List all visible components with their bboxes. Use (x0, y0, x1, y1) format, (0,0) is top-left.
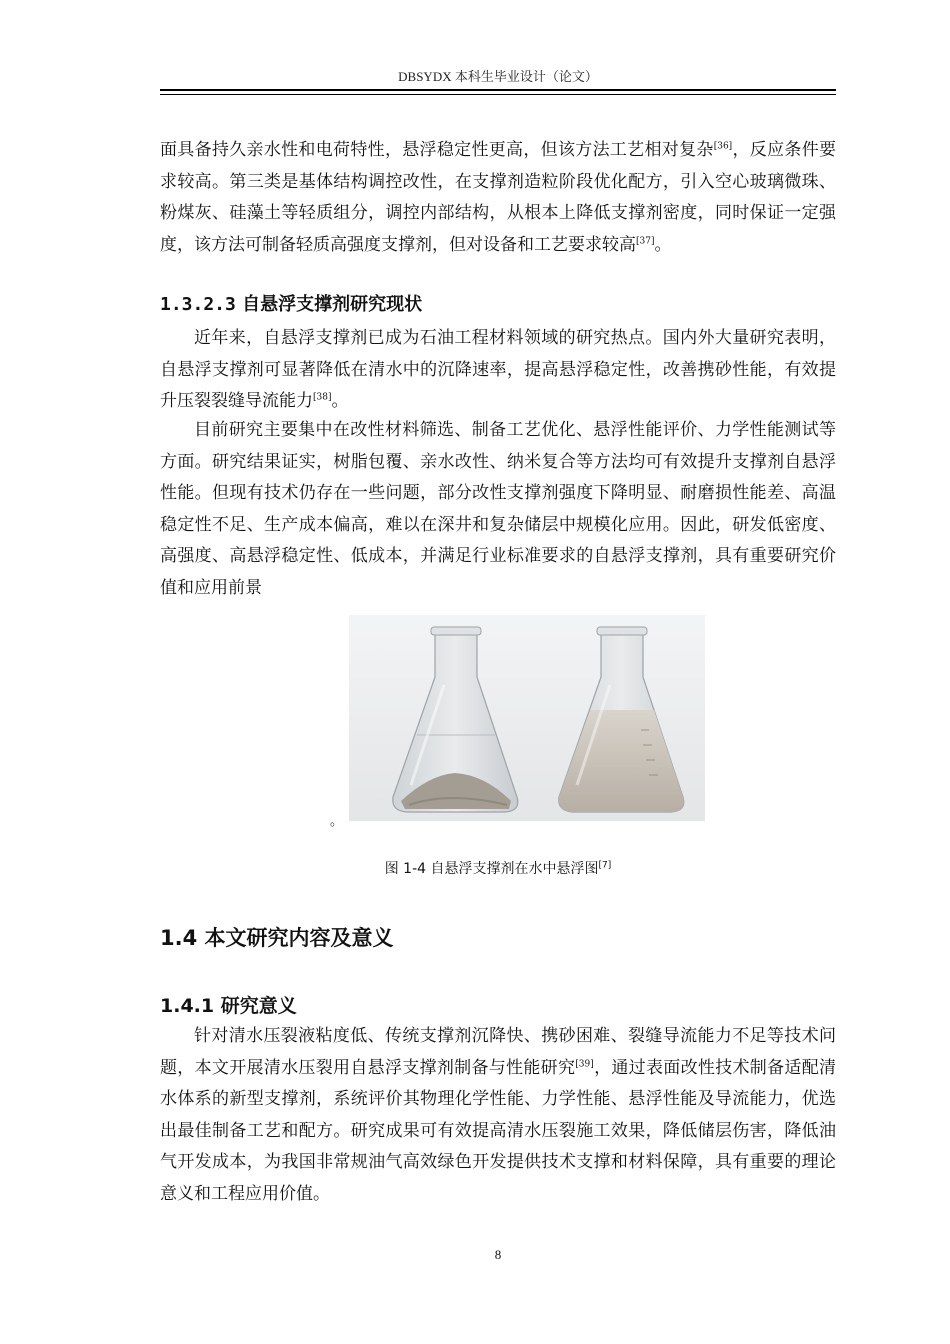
header-rule-thick (160, 89, 836, 91)
figure-caption (160, 858, 836, 878)
heading-text: 本文研究内容及意义 (204, 925, 394, 950)
paragraph-research-status (160, 323, 836, 418)
heading-text: 研究意义 (220, 995, 297, 1017)
heading-number: 1.4 (160, 926, 198, 950)
figure-trailing-mark: 。 (330, 814, 344, 829)
p4-text-a: 针对清水压裂液粘度低、传统支撑剂沉降快、携砂困难、裂缝导流能力不足等技术问题，本文开展清水压裂用自悬浮支撑剂制备与性能研究 (160, 1026, 836, 1078)
heading-number: 1.3.2.3 (160, 294, 236, 315)
header-rule-thin (160, 94, 836, 95)
p2-text-b: 。 (331, 391, 349, 412)
heading-number: 1.4.1 (160, 995, 215, 1017)
p4-text-b: ，通过表面改性技术制备适配清水体系的新型支撑剂，系统评价其物理化学性能、力学性能、悬浮性能及导流能力，优选出最佳制备工艺和配方。研究成果可有效提高清水压裂施工效果，降低储层伤害，降低油气开发成本，为我国非常规油气高效绿色开发提供技术支撑和材料保障，具有重要的理论意义和工程应用价值。 (160, 1057, 837, 1204)
caption-text: 图 1-4 自悬浮支撑剂在水中悬浮图 (384, 861, 599, 877)
p1-text-a: 面具备持久亲水性和电荷特性，悬浮稳定性更高，但该方法工艺相对复杂 (160, 140, 714, 160)
page-number: 8 (494, 1247, 502, 1262)
section-heading-1-4 (160, 924, 394, 952)
running-header: DBSYDX 本科生毕业设计（论文） (398, 69, 598, 84)
section-heading-1-3-2-3 (160, 293, 422, 317)
heading-text: 自悬浮支撑剂研究现状 (242, 294, 423, 315)
suspension-photo (349, 615, 705, 821)
citation-37: [37] (636, 236, 655, 247)
citation-38: [38] (313, 392, 332, 403)
p1-text-c: 。 (654, 234, 672, 255)
section-heading-1-4-1 (160, 993, 297, 1019)
paragraph-current-research: 目前研究主要集中在改性材料筛选、制备工艺优化、悬浮性能评价、力学性能测试等方面。研究结果证实，树脂包覆、亲水改性、纳米复合等方法均可有效提升支撑剂自悬浮性能。但现有技术仍存在一些问题，部分改性支撑剂强度下降明显、耐磨损性能差、高温稳定性不足、生产成本偏高，难以在深井和复杂储层中规模化应用。因此，研发低密度、高强度、高悬浮稳定性、低成本，并满足行业标准要求的自悬浮支撑剂，具有重要研究价值和应用前景 (160, 420, 836, 598)
p1-text-b: ，反应条件要求较高。第三类是基体结构调控改性，在支撑剂造粒阶段优化配方，引入空心玻璃微珠、粉煤灰、硅藻土等轻质组分，调控内部结构，从根本上降低支撑剂密度，同时保证一定强度，该方法可制备轻质高强度支撑剂，但对设备和工艺要求较高 (160, 140, 837, 255)
p2-text-a: 近年来，自悬浮支撑剂已成为石油工程材料领域的研究热点。国内外大量研究表明，自悬浮支撑剂可显著降低在清水中的沉降速率，提高悬浮稳定性，改善携砂性能，有效提升压裂裂缝导流能力 (160, 328, 836, 412)
paragraph-research-significance (160, 1021, 836, 1211)
paragraph-continued (160, 135, 836, 261)
citation-39: [39] (575, 1058, 594, 1069)
citation-36: [36] (713, 141, 733, 152)
citation-7: [7] (598, 860, 612, 871)
